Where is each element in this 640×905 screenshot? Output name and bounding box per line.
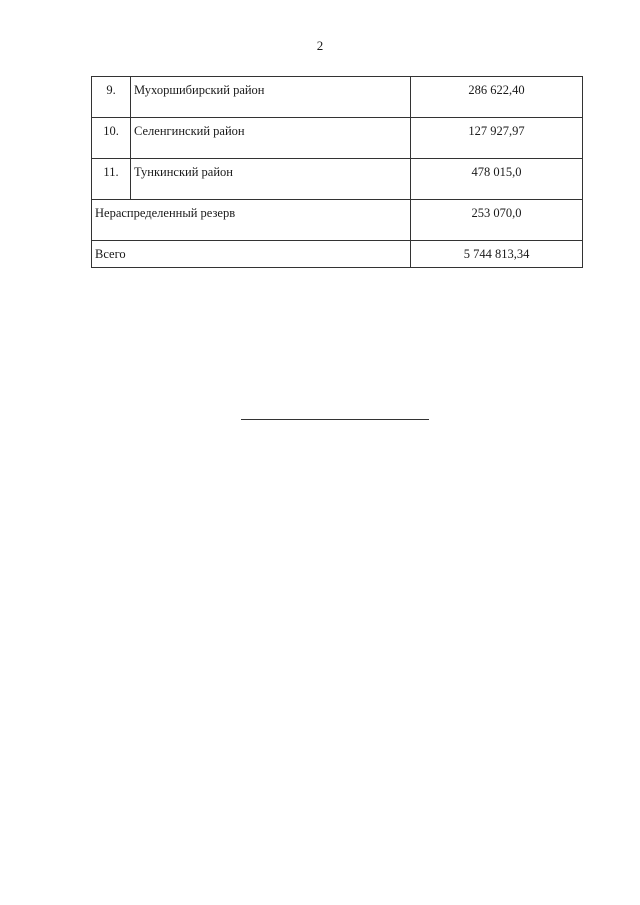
reserve-row xyxy=(92,200,583,241)
page-number: 2 xyxy=(316,38,324,53)
reserve-value: 253 070,0 xyxy=(411,200,583,241)
row-number: 11. xyxy=(92,159,131,200)
table-row xyxy=(92,118,583,159)
district-name: Мухоршибирский район xyxy=(131,77,411,118)
district-name: Тункинский район xyxy=(131,159,411,200)
amount-value: 127 927,97 xyxy=(411,118,583,159)
end-divider-line xyxy=(241,419,429,420)
district-name: Селенгинский район xyxy=(131,118,411,159)
amount-value: 286 622,40 xyxy=(411,77,583,118)
reserve-label: Нераспределенный резерв xyxy=(92,200,411,241)
budget-table xyxy=(91,76,583,268)
amount-value: 478 015,0 xyxy=(411,159,583,200)
total-row xyxy=(92,241,583,268)
table-row xyxy=(92,159,583,200)
row-number: 9. xyxy=(92,77,131,118)
total-label: Всего xyxy=(92,241,411,268)
row-number: 10. xyxy=(92,118,131,159)
total-value: 5 744 813,34 xyxy=(411,241,583,268)
table-row xyxy=(92,77,583,118)
